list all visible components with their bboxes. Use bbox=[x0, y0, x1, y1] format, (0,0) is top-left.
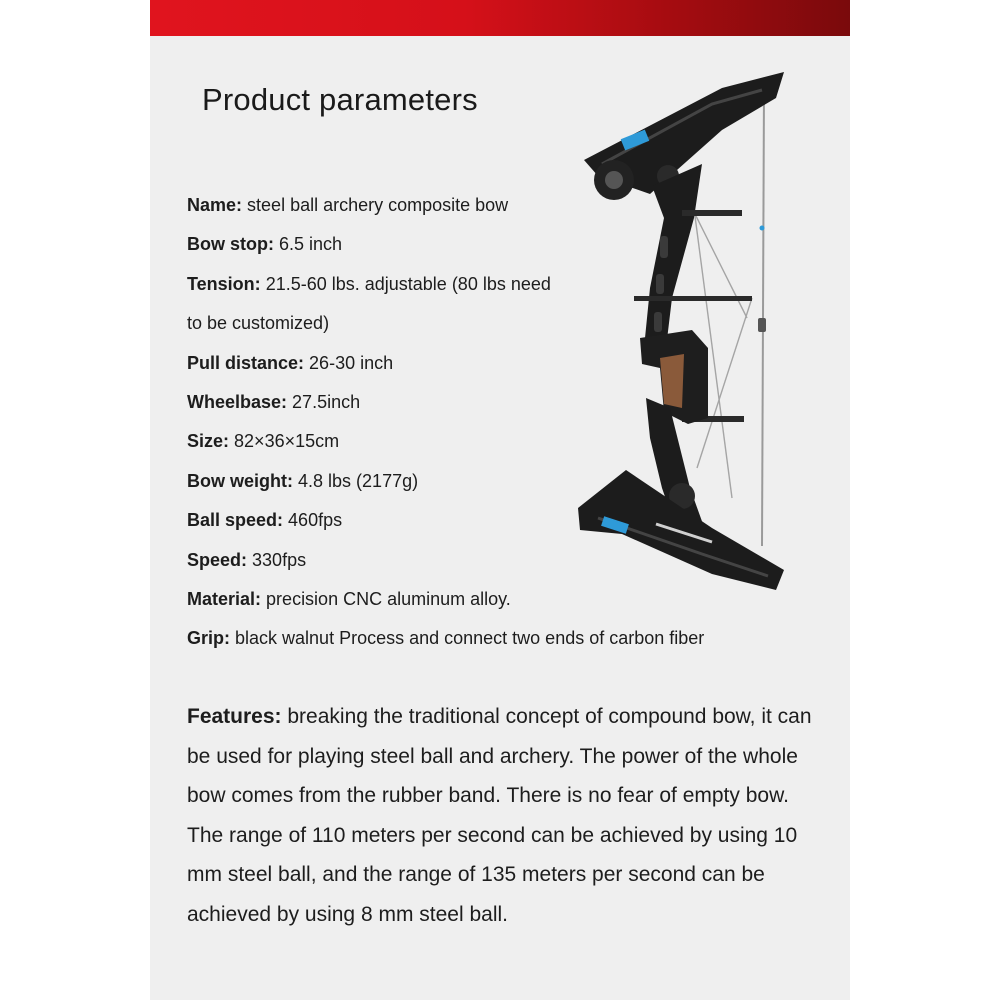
param-row-grip bbox=[187, 619, 827, 658]
param-row-tension bbox=[187, 265, 567, 344]
param-value: 330fps bbox=[252, 549, 307, 570]
param-value: 27.5inch bbox=[292, 392, 361, 413]
features-label: Features: bbox=[187, 705, 282, 728]
param-label: Wheelbase: bbox=[187, 392, 288, 413]
param-label: Name: bbox=[187, 195, 243, 215]
param-value: 82×36×15cm bbox=[234, 431, 340, 452]
param-value: 26-30 inch bbox=[309, 352, 394, 373]
features-text: breaking the traditional concept of compound bow, it can be used for playing steel ball and archery. The power of the whole bow comes from the rubber band. There is no fear of empty bow. The range of 110 meters per second can be achieved by using 10 mm steel ball, and the range of 135 meters per second can be achieved by using 8 mm steel ball. bbox=[187, 705, 812, 926]
param-value: precision CNC aluminum alloy. bbox=[266, 589, 511, 610]
param-label: Bow stop: bbox=[187, 234, 274, 255]
product-detail-panel bbox=[150, 0, 850, 1000]
param-label: Material: bbox=[187, 589, 262, 610]
param-value: 460fps bbox=[288, 510, 343, 531]
param-label: Ball speed: bbox=[187, 510, 284, 531]
param-value: black walnut Process and connect two ends of carbon fiber bbox=[235, 628, 705, 649]
compound-bow-image bbox=[562, 68, 792, 598]
page-title: Product parameters bbox=[202, 82, 478, 117]
param-value: 4.8 lbs (2177g) bbox=[298, 470, 419, 491]
param-value: 21.5-60 lbs. adjustable (80 lbs need to be customized) bbox=[187, 273, 551, 334]
red-banner bbox=[150, 0, 850, 36]
param-label: Speed: bbox=[187, 549, 248, 570]
param-value: 6.5 inch bbox=[279, 234, 343, 255]
features-paragraph bbox=[187, 697, 827, 935]
param-value: steel ball archery composite bow bbox=[247, 195, 509, 215]
param-label: Tension: bbox=[187, 273, 261, 294]
param-label: Bow weight: bbox=[187, 470, 293, 491]
param-label: Grip: bbox=[187, 628, 230, 649]
param-label: Pull distance: bbox=[187, 352, 305, 373]
param-label: Size: bbox=[187, 431, 230, 452]
